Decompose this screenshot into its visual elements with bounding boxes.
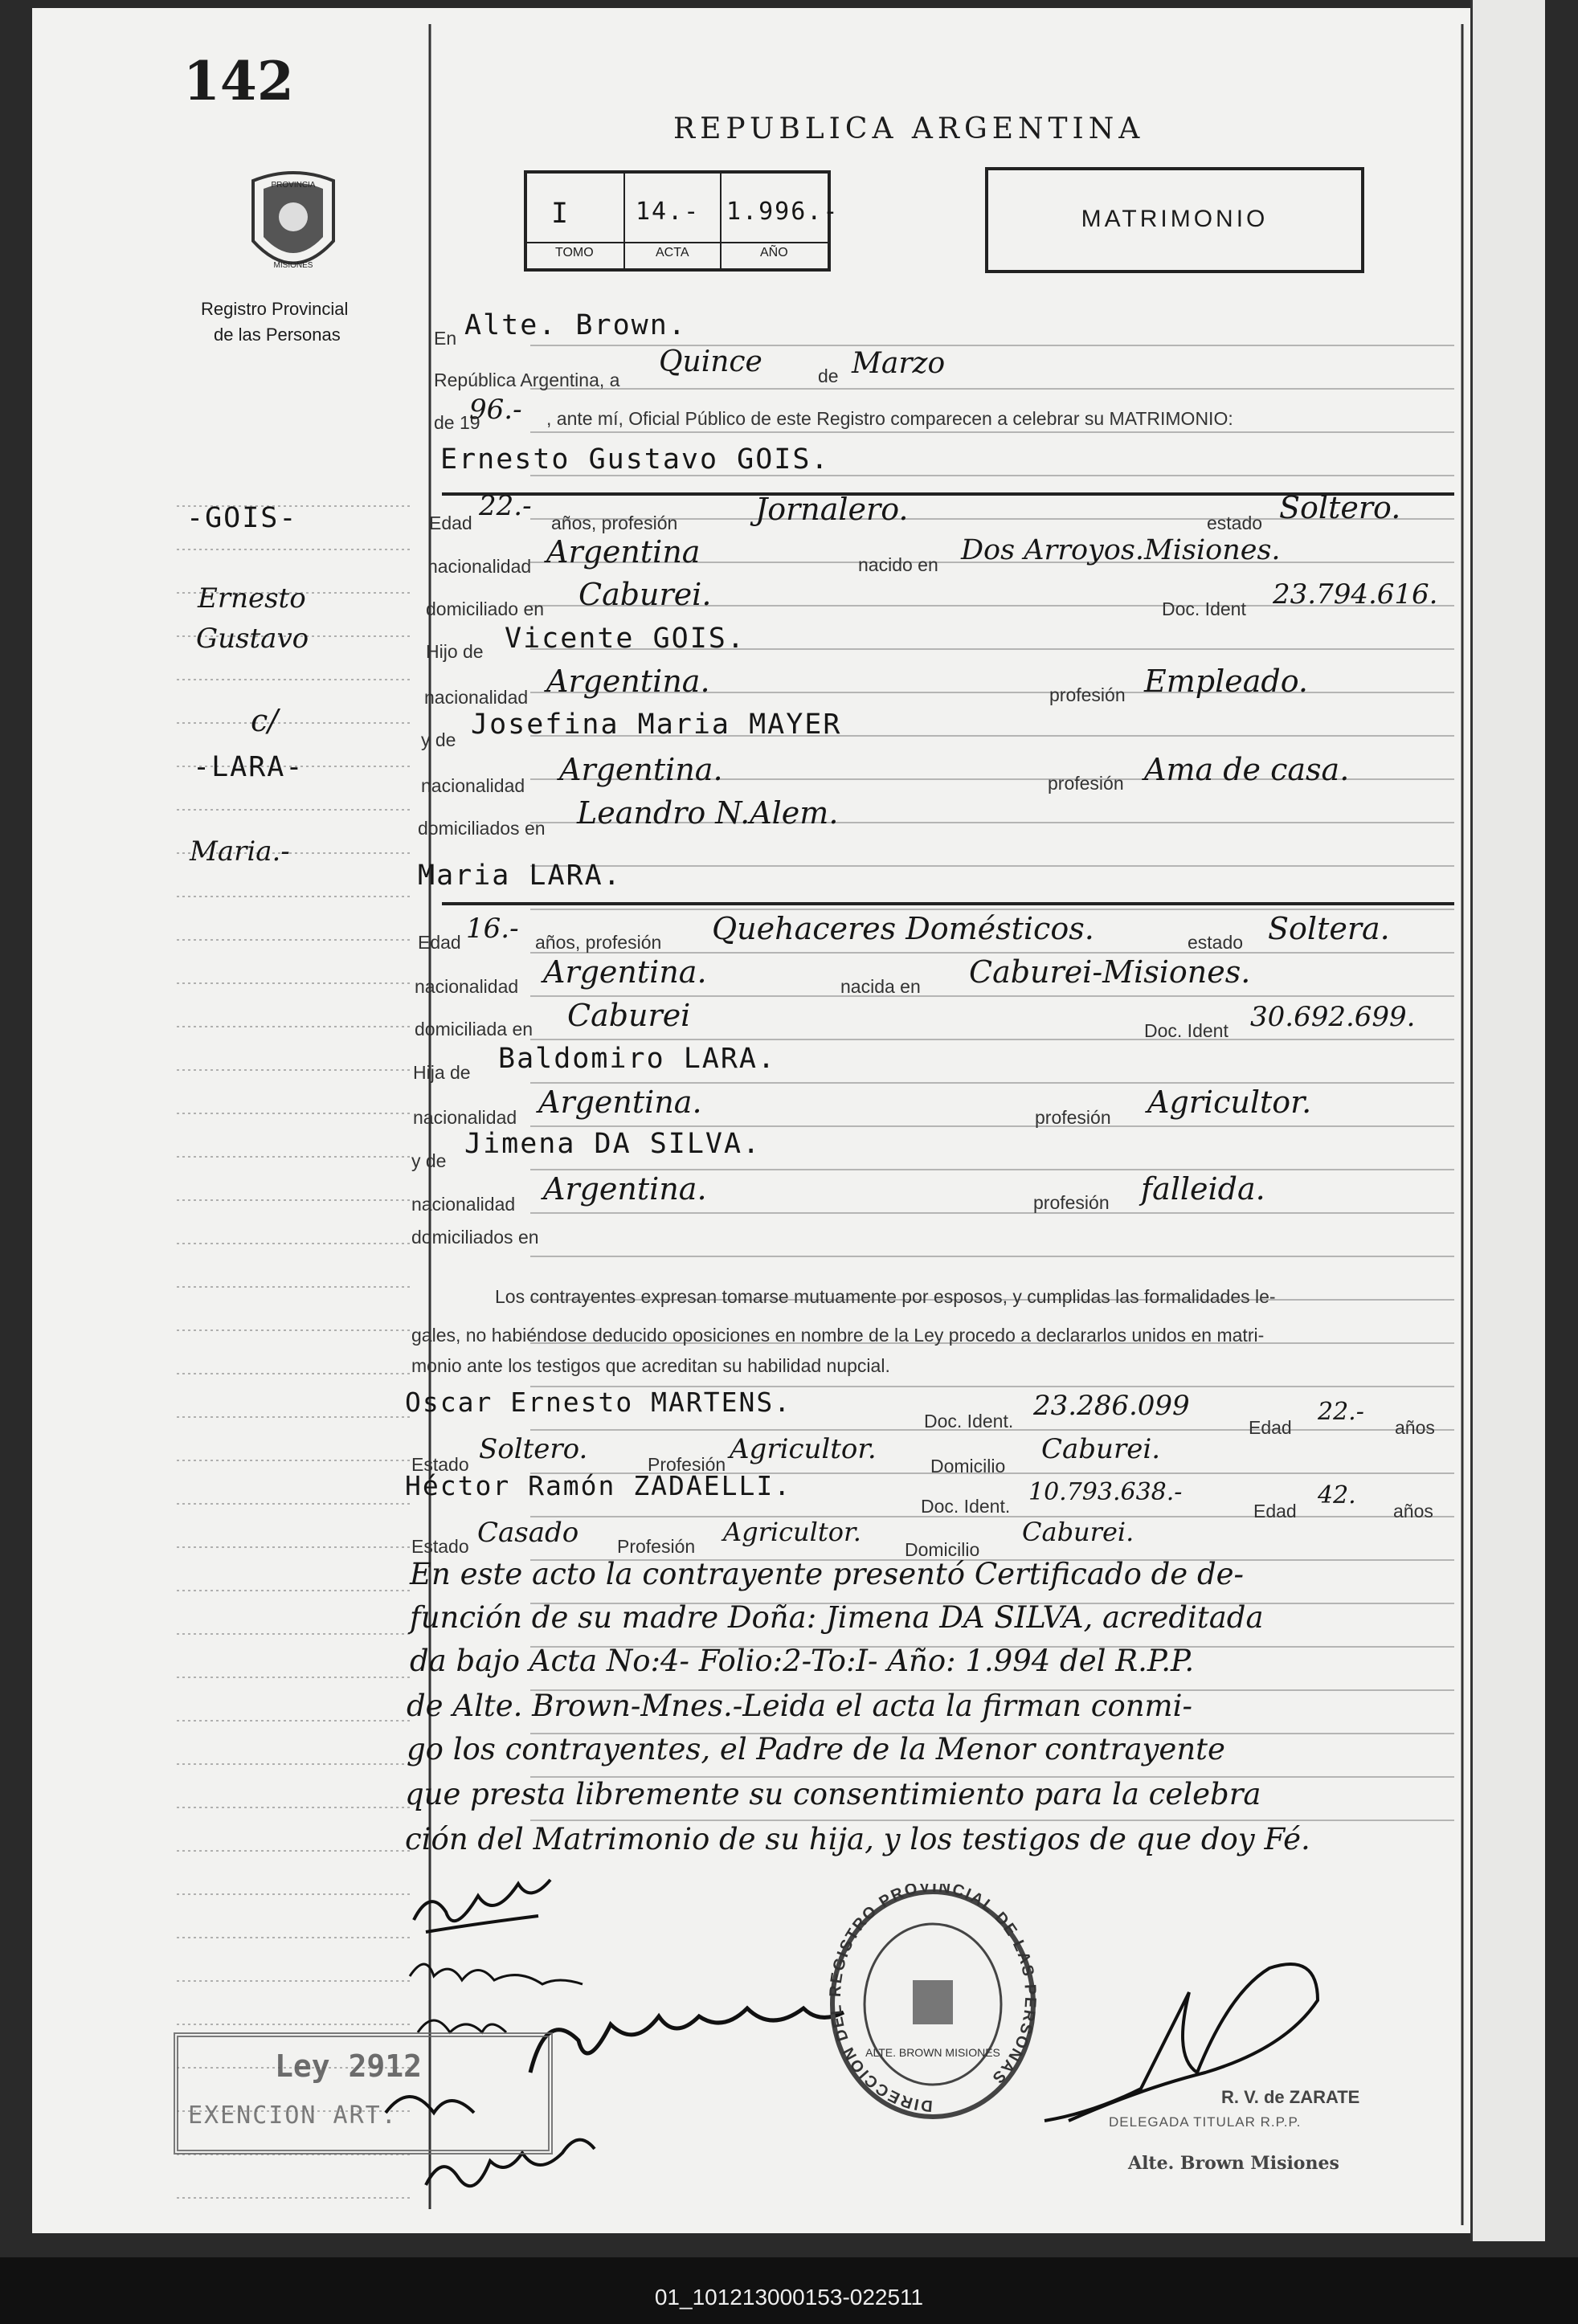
groom-father-prof-label: profesión bbox=[1049, 684, 1126, 705]
bride-mother: Jimena DA SILVA. bbox=[464, 1128, 762, 1160]
day-value: Quince bbox=[659, 345, 762, 378]
bride-doc: 30.692.699. bbox=[1250, 1001, 1416, 1033]
witness-1-doc: 23.286.099 bbox=[1033, 1390, 1190, 1422]
statement: , ante mí, Oficial Público de este Registro comparecen a celebrar su MATRIMONIO: bbox=[546, 408, 1233, 429]
year-prefix: de 19 bbox=[434, 412, 480, 433]
de-label: de bbox=[818, 366, 839, 386]
bride-nacida-label: nacida en bbox=[840, 976, 921, 997]
officer-stamp-line-1: R. V. de ZARATE bbox=[1221, 2087, 1360, 2107]
bride-estado-label: estado bbox=[1188, 932, 1244, 953]
witness-2-estado-label: Estado bbox=[411, 1536, 469, 1557]
bride-profesion-label: años, profesión bbox=[535, 932, 662, 953]
witness-2-domicilio: Caburei. bbox=[1022, 1517, 1134, 1547]
witness-2-dom-label: Domicilio bbox=[905, 1539, 980, 1560]
bride-father-prof-label: profesión bbox=[1035, 1107, 1111, 1128]
bride-edad: 16.- bbox=[466, 913, 519, 945]
bride-estado: Soltera. bbox=[1268, 911, 1390, 946]
page-number: 142 bbox=[183, 50, 294, 112]
declaration-line-2: gales, no habiéndose deducido oposiciones en nombre de la Ley procedo a declararlos unidos en matri- bbox=[411, 1325, 1265, 1346]
bride-nacionalidad: Argentina. bbox=[543, 954, 707, 990]
bride-profesion: Quehaceres Domésticos. bbox=[712, 911, 1094, 946]
bride-father-nac: Argentina. bbox=[538, 1084, 702, 1120]
witness-1-estado: Soltero. bbox=[479, 1433, 588, 1465]
groom-father-nac-label: nacionalidad bbox=[424, 687, 529, 708]
margin-note-bride-name: Maria.- bbox=[190, 835, 290, 868]
tomo-value: I bbox=[551, 198, 570, 230]
notes-line-4: de Alte. Brown-Mnes.-Leida el acta la firman conmi- bbox=[407, 1689, 1192, 1723]
witness-2-profesion: Agricultor. bbox=[723, 1517, 861, 1547]
witness-2-edad: 42. bbox=[1318, 1481, 1356, 1509]
witness-1-edad: 22.- bbox=[1318, 1398, 1364, 1426]
groom-edad: 22.- bbox=[479, 490, 532, 522]
groom-domicilio: Caburei. bbox=[578, 577, 712, 612]
ley-stamp-line-1: Ley 2912 bbox=[275, 2048, 423, 2084]
margin-note-name-2: Gustavo bbox=[196, 623, 309, 655]
witness-1-edad-label: Edad bbox=[1249, 1417, 1292, 1438]
groom-doc-label: Doc. Ident bbox=[1162, 598, 1246, 619]
bride-mother-nac: Argentina. bbox=[543, 1171, 707, 1207]
notes-line-1: En este acto la contrayente presentó Certificado de de- bbox=[410, 1557, 1245, 1591]
groom-mother-nac-label: nacionalidad bbox=[421, 775, 525, 796]
groom-profesion: Jornalero. bbox=[755, 492, 909, 527]
en-label: En bbox=[434, 328, 457, 349]
record-box bbox=[524, 170, 840, 272]
round-stamp-inner-text: ALTE. BROWN MISIONES bbox=[865, 2046, 1000, 2059]
groom-mother-prof: Ama de casa. bbox=[1144, 752, 1350, 787]
margin-note-with: c/ bbox=[251, 703, 279, 738]
declaration-line-3: monio ante los testigos que acreditan su habilidad nupcial. bbox=[411, 1355, 890, 1376]
witness-1-doc-label: Doc. Ident. bbox=[924, 1411, 1014, 1432]
groom-parents-dom: Leandro N.Alem. bbox=[577, 795, 839, 831]
groom-profesion-label: años, profesión bbox=[551, 513, 678, 533]
bride-doc-label: Doc. Ident bbox=[1144, 1020, 1228, 1041]
witness-2-anos: años bbox=[1393, 1501, 1433, 1521]
officer-stamp-line-2: DELEGADA TITULAR R.P.P. bbox=[1109, 2114, 1302, 2130]
witness-1-anos: años bbox=[1395, 1417, 1435, 1438]
type-box bbox=[985, 167, 1364, 273]
notes-line-7: ción del Matrimonio de su hija, y los testigos de que doy Fé. bbox=[405, 1822, 1310, 1856]
tomo-label: TOMO bbox=[555, 246, 594, 259]
groom-mother-nac: Argentina. bbox=[559, 752, 723, 787]
groom-edad-label: Edad bbox=[429, 513, 472, 533]
groom-dom-label: domiciliado en bbox=[426, 598, 545, 619]
groom-father-prof: Empleado. bbox=[1144, 664, 1309, 699]
bride-domicilio: Caburei bbox=[567, 998, 691, 1033]
bride-mother-nac-label: nacionalidad bbox=[411, 1194, 516, 1215]
acta-value: 14.- bbox=[636, 198, 701, 226]
declaration-line-1: Los contrayentes expresan tomarse mutuamente por esposos, y cumplidas las formalidades le- bbox=[495, 1286, 1276, 1307]
year-value: 96.- bbox=[469, 394, 522, 426]
ley-stamp bbox=[174, 2032, 553, 2154]
book-edge bbox=[1470, 0, 1545, 2241]
registry-round-stamp bbox=[824, 1884, 1041, 2129]
round-stamp-outer-text: DIRECCION DEL REGISTRO PROVINCIAL DE LAS PERSONAS bbox=[826, 1884, 1040, 2115]
groom-father-label: Hijo de bbox=[426, 641, 484, 662]
bride-nac-label: nacionalidad bbox=[415, 976, 519, 997]
registry-line-1: Registro Provincial bbox=[201, 299, 349, 319]
footer-bar bbox=[0, 2257, 1578, 2324]
ano-label: AÑO bbox=[760, 246, 788, 259]
place-value: Alte. Brown. bbox=[464, 309, 687, 341]
bride-mother-label: y de bbox=[411, 1150, 447, 1171]
bride-name: Maria LARA. bbox=[418, 860, 622, 892]
groom-nac-label: nacionalidad bbox=[427, 556, 532, 577]
groom-mother-label: y de bbox=[421, 729, 456, 750]
witness-1-profesion: Agricultor. bbox=[730, 1433, 877, 1465]
seal-top-text: PROVINCIA bbox=[271, 181, 316, 190]
witness-2-doc-label: Doc. Ident. bbox=[921, 1496, 1011, 1517]
officer-stamp-line-3: Alte. Brown Misiones bbox=[1128, 2153, 1339, 2174]
type-label: MATRIMONIO bbox=[1081, 206, 1269, 232]
witness-2-name: Héctor Ramón ZADAELLI. bbox=[405, 1470, 792, 1501]
ano-value: 1.996.- bbox=[726, 198, 840, 226]
witness-2-doc: 10.793.638.- bbox=[1028, 1478, 1183, 1506]
witness-1-name: Oscar Ernesto MARTENS. bbox=[405, 1387, 792, 1418]
witness-2-edad-label: Edad bbox=[1253, 1501, 1297, 1521]
bride-father-nac-label: nacionalidad bbox=[413, 1107, 517, 1128]
footer-code: 01_101213000153-022511 bbox=[654, 2285, 924, 2310]
bride-father-label: Hija de bbox=[413, 1062, 471, 1083]
bride-parents-dom-label: domiciliados en bbox=[411, 1227, 539, 1248]
witness-1-dom-label: Domicilio bbox=[930, 1456, 1006, 1476]
republic-label: República Argentina, a bbox=[434, 370, 620, 390]
notes-line-5: go los contrayentes, el Padre de la Menor contrayente bbox=[407, 1732, 1225, 1766]
groom-mother-prof-label: profesión bbox=[1048, 773, 1124, 794]
registry-line-2: de las Personas bbox=[214, 325, 341, 345]
groom-father-nac: Argentina. bbox=[546, 664, 710, 699]
bride-nacida: Caburei-Misiones. bbox=[969, 954, 1251, 990]
acta-label: ACTA bbox=[656, 246, 689, 259]
notes-line-6: que presta libremente su consentimiento para la celebra bbox=[405, 1777, 1261, 1811]
witness-1-prof-label: Profesión bbox=[648, 1454, 726, 1475]
groom-parents-dom-label: domiciliados en bbox=[418, 818, 546, 839]
margin-note-bride-surname: -LARA- bbox=[193, 751, 305, 783]
ley-stamp-line-2: EXENCION ART. bbox=[188, 2101, 398, 2130]
bride-father: Baldomiro LARA. bbox=[498, 1043, 777, 1075]
bride-mother-prof: falleida. bbox=[1141, 1171, 1265, 1207]
margin-note-name-1: Ernesto bbox=[198, 582, 306, 615]
month-value: Marzo bbox=[852, 347, 946, 380]
groom-name: Ernesto Gustavo GOIS. bbox=[440, 443, 830, 476]
seal-bottom-text: MISIONES bbox=[273, 261, 313, 270]
witness-1-estado-label: Estado bbox=[411, 1454, 469, 1475]
groom-estado-label: estado bbox=[1207, 513, 1263, 533]
margin-note-surname: -GOIS- bbox=[186, 502, 298, 534]
groom-nacido-label: nacido en bbox=[858, 554, 938, 575]
bride-edad-label: Edad bbox=[418, 932, 461, 953]
country-title: REPUBLICA ARGENTINA bbox=[673, 112, 1145, 145]
notes-line-2: función de su madre Doña: Jimena DA SILVA, acreditada bbox=[410, 1600, 1264, 1635]
bride-father-prof: Agricultor. bbox=[1147, 1084, 1312, 1120]
witness-2-estado: Casado bbox=[477, 1517, 579, 1549]
provincial-seal bbox=[241, 165, 345, 289]
groom-mother: Josefina Maria MAYER bbox=[471, 709, 842, 741]
groom-doc: 23.794.616. bbox=[1273, 578, 1438, 611]
bride-mother-prof-label: profesión bbox=[1033, 1192, 1110, 1213]
groom-nacionalidad: Argentina bbox=[546, 534, 701, 570]
groom-estado: Soltero. bbox=[1279, 490, 1401, 525]
bride-dom-label: domiciliada en bbox=[415, 1019, 533, 1039]
witness-1-domicilio: Caburei. bbox=[1041, 1433, 1161, 1465]
witness-2-prof-label: Profesión bbox=[617, 1536, 696, 1557]
notes-line-3: da bajo Acta No:4- Folio:2-To:I- Año: 1.994 del R.P.P. bbox=[410, 1644, 1195, 1678]
groom-nacido: Dos Arroyos.Misiones. bbox=[961, 534, 1281, 566]
groom-father: Vicente GOIS. bbox=[505, 623, 746, 655]
